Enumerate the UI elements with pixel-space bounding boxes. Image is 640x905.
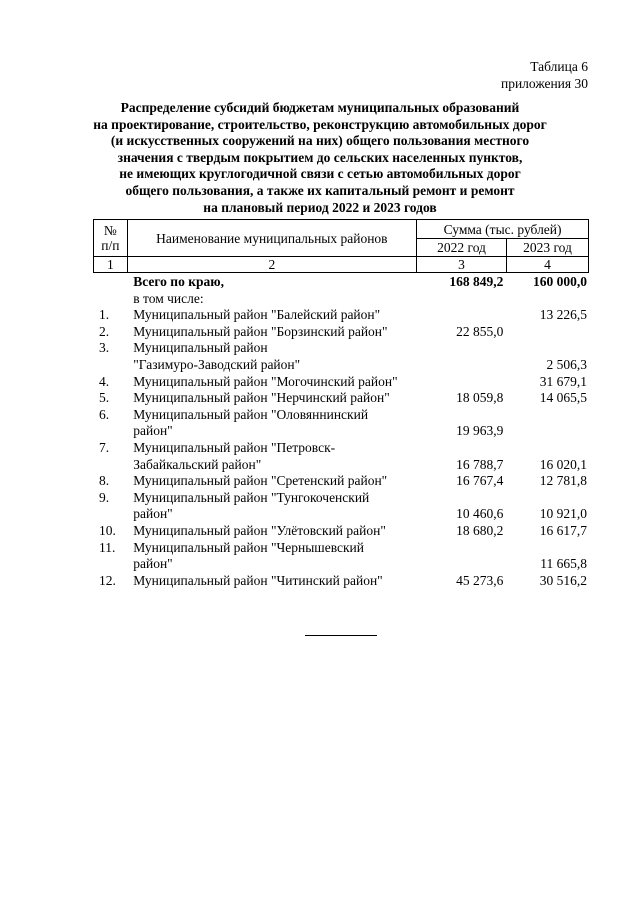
value-2023: 10 921,0: [539, 506, 587, 522]
value-2023: 16 617,7: [539, 522, 587, 538]
total-row: [93, 274, 589, 307]
data-table: [93, 274, 589, 589]
table-row: [93, 340, 589, 373]
title-line: (и искусственных сооружений на них) общего пользования местного: [110, 133, 530, 149]
value-2023: 16 020,1: [539, 456, 587, 472]
value-2022: 10 460,6: [456, 506, 504, 522]
table-row: [93, 324, 589, 341]
table-row: [93, 407, 589, 440]
table-row: [93, 307, 589, 324]
value-2023: 2 506,3: [546, 356, 587, 372]
value-2022: 18 059,8: [456, 390, 504, 406]
value-2022: 18 680,2: [456, 522, 504, 538]
row-number: 4.: [99, 373, 110, 389]
header-col-1: 1: [94, 257, 128, 273]
district-name: Муниципальный район "Улётовский район": [133, 522, 386, 538]
value-2022: 16 788,7: [456, 456, 504, 472]
table-row: [93, 473, 589, 490]
district-name: Муниципальный район "Тунгокоченский район": [133, 489, 370, 522]
row-number: 10.: [99, 522, 116, 538]
table-number: Таблица 6: [530, 59, 588, 74]
table-header: [93, 219, 589, 273]
table-row: [93, 523, 589, 540]
header-sum: Сумма (тыс. рублей): [417, 220, 589, 239]
row-number: 11.: [99, 539, 116, 555]
title-line: значения с твердым покрытием до сельских населенных пунктов,: [117, 149, 523, 165]
value-2022: [416, 374, 507, 391]
row-number: 6.: [99, 406, 110, 422]
value-2022: [416, 540, 507, 573]
value-2023: 12 781,8: [539, 473, 587, 489]
row-number: 3.: [99, 340, 110, 356]
value-2023: 14 065,5: [539, 390, 587, 406]
district-name: Муниципальный район "Сретенский район": [133, 473, 388, 489]
title-line: не имеющих круглогодичной связи с сетью автомобильных дорог: [119, 166, 521, 182]
district-name: Муниципальный район "Борзинский район": [133, 323, 388, 339]
row-number: 12.: [99, 572, 116, 588]
header-col-3: 3: [417, 257, 507, 273]
value-2023: [507, 407, 589, 440]
table-caption: [501, 58, 588, 92]
end-divider: [305, 635, 377, 636]
district-name: Муниципальный район "Читинский район": [133, 572, 383, 588]
table-row: [93, 490, 589, 523]
table-row: [93, 374, 589, 391]
title-line: общего пользования, а также их капитальный ремонт и ремонт: [125, 182, 515, 198]
table-row: [93, 573, 589, 590]
row-number: 2.: [99, 323, 110, 339]
value-2022: 16 767,4: [456, 473, 504, 489]
title-line: на плановый период 2022 и 2023 годов: [203, 199, 437, 215]
row-number: 7.: [99, 439, 110, 455]
row-number: 1.: [99, 307, 110, 323]
value-2023: [507, 324, 589, 341]
appendix-number: приложения 30: [500, 76, 588, 91]
document-title: [80, 100, 560, 216]
district-name: Муниципальный район "Балейский район": [133, 307, 381, 323]
district-name: Муниципальный район "Газимуро-Заводский район": [133, 340, 301, 372]
header-col-4: 4: [506, 257, 588, 273]
district-name: Муниципальный район "Петровск- Забайкальский район": [133, 439, 336, 472]
value-2023: 13 226,5: [539, 307, 587, 323]
table-row: [93, 390, 589, 407]
header-year-2023: 2023 год: [506, 239, 588, 257]
value-2022: [416, 307, 507, 324]
table-row: [93, 440, 589, 473]
table-row: [93, 540, 589, 573]
value-2022: 19 963,9: [456, 423, 504, 439]
total-2022: 168 849,2: [449, 274, 504, 289]
header-year-2022: 2022 год: [417, 239, 507, 257]
value-2022: 45 273,6: [456, 572, 504, 588]
header-col-2: 2: [127, 257, 416, 273]
row-number: 8.: [99, 473, 110, 489]
header-num: № п/п: [94, 220, 128, 257]
row-number: 9.: [99, 489, 110, 505]
district-name: Муниципальный район "Могочинский район": [133, 373, 398, 389]
total-2023: 160 000,0: [533, 274, 587, 289]
district-name: Муниципальный район "Чернышевский район": [133, 539, 364, 572]
value-2022: 22 855,0: [456, 323, 504, 339]
value-2023: 11 665,8: [540, 556, 587, 572]
header-name: Наименование муниципальных районов: [127, 220, 416, 257]
district-name: Муниципальный район "Нерчинский район": [133, 390, 390, 406]
title-line: на проектирование, строительство, реконструкцию автомобильных дорог: [93, 116, 547, 132]
title-line: Распределение субсидий бюджетам муниципальных образований: [120, 100, 520, 115]
total-label: Всего по краю,: [133, 274, 224, 289]
value-2022: [416, 340, 507, 373]
row-number: 5.: [99, 390, 110, 406]
value-2023: 31 679,1: [539, 373, 587, 389]
value-2023: 30 516,2: [539, 572, 587, 588]
including-label: в том числе:: [133, 290, 204, 306]
district-name: Муниципальный район "Оловяннинский район": [133, 406, 369, 439]
